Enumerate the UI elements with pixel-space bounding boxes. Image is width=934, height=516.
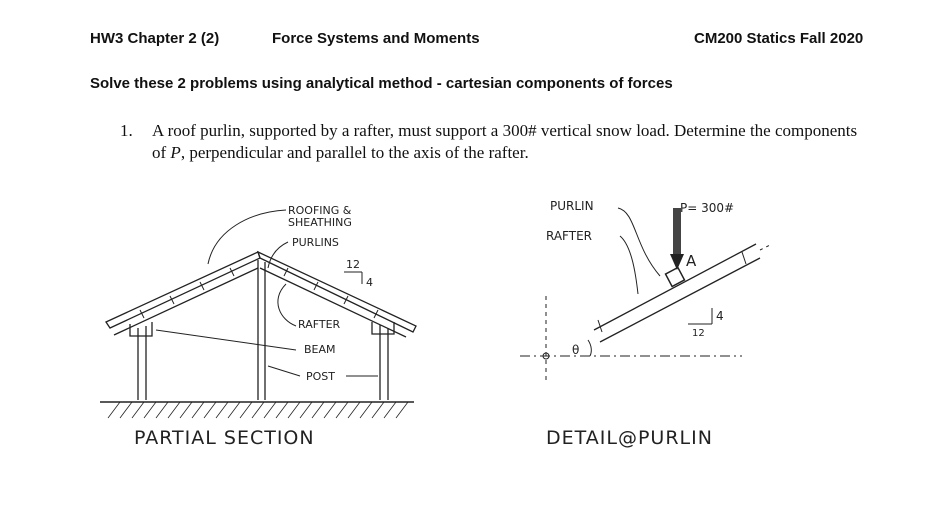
label-rafter: RAFTER [298, 318, 341, 331]
leader-rafter [278, 284, 296, 326]
problem-statement [152, 120, 872, 164]
leader-purlin [618, 208, 660, 276]
label-point-a: A [686, 252, 697, 270]
label-theta: θ [572, 343, 580, 357]
label-purlin: PURLIN [550, 199, 594, 213]
problem-number: 1. [120, 121, 133, 140]
label-slope-rise: 4 [366, 276, 373, 289]
label-slope-run: 12 [692, 328, 705, 339]
label-slope-run: 12 [346, 258, 360, 271]
label-beam: BEAM [304, 343, 336, 356]
label-roofing: ROOFING & [288, 204, 352, 217]
label-slope-rise: 4 [716, 309, 724, 323]
load-arrow-head [670, 254, 684, 270]
header-course-chapter: HW3 Chapter 2 (2) [90, 30, 220, 47]
caption-detail-purlin: DETAIL@PURLIN [546, 427, 713, 449]
leader-rafter [620, 236, 638, 294]
partial-section-figure [100, 190, 420, 450]
header-topic: Force Systems and Moments [272, 30, 480, 47]
label-rafter: RAFTER [546, 229, 593, 243]
caption-partial-section: PARTIAL SECTION [134, 427, 315, 449]
header-course-term: CM200 Statics Fall 2020 [694, 30, 864, 47]
leader-roofing [208, 210, 286, 264]
detail-purlin-figure [510, 190, 790, 450]
problem-text-before: A roof purlin, supported by a rafter, must support a 300# vertical snow load. Determine the components of [152, 121, 858, 162]
label-purlins: PURLINS [292, 236, 339, 249]
problem-text-after: , perpendicular and parallel to the axis of the rafter. [180, 143, 529, 162]
instructions: Solve these 2 problems using analytical method - cartesian components of forces [90, 75, 673, 92]
leader-beam [156, 330, 296, 350]
label-post: POST [306, 370, 335, 383]
force-symbol-p: P [170, 143, 181, 162]
roof-left-slope [106, 252, 260, 328]
label-load: P= 300# [680, 201, 735, 215]
leader-post [268, 366, 300, 376]
label-sheathing: SHEATHING [288, 216, 352, 229]
